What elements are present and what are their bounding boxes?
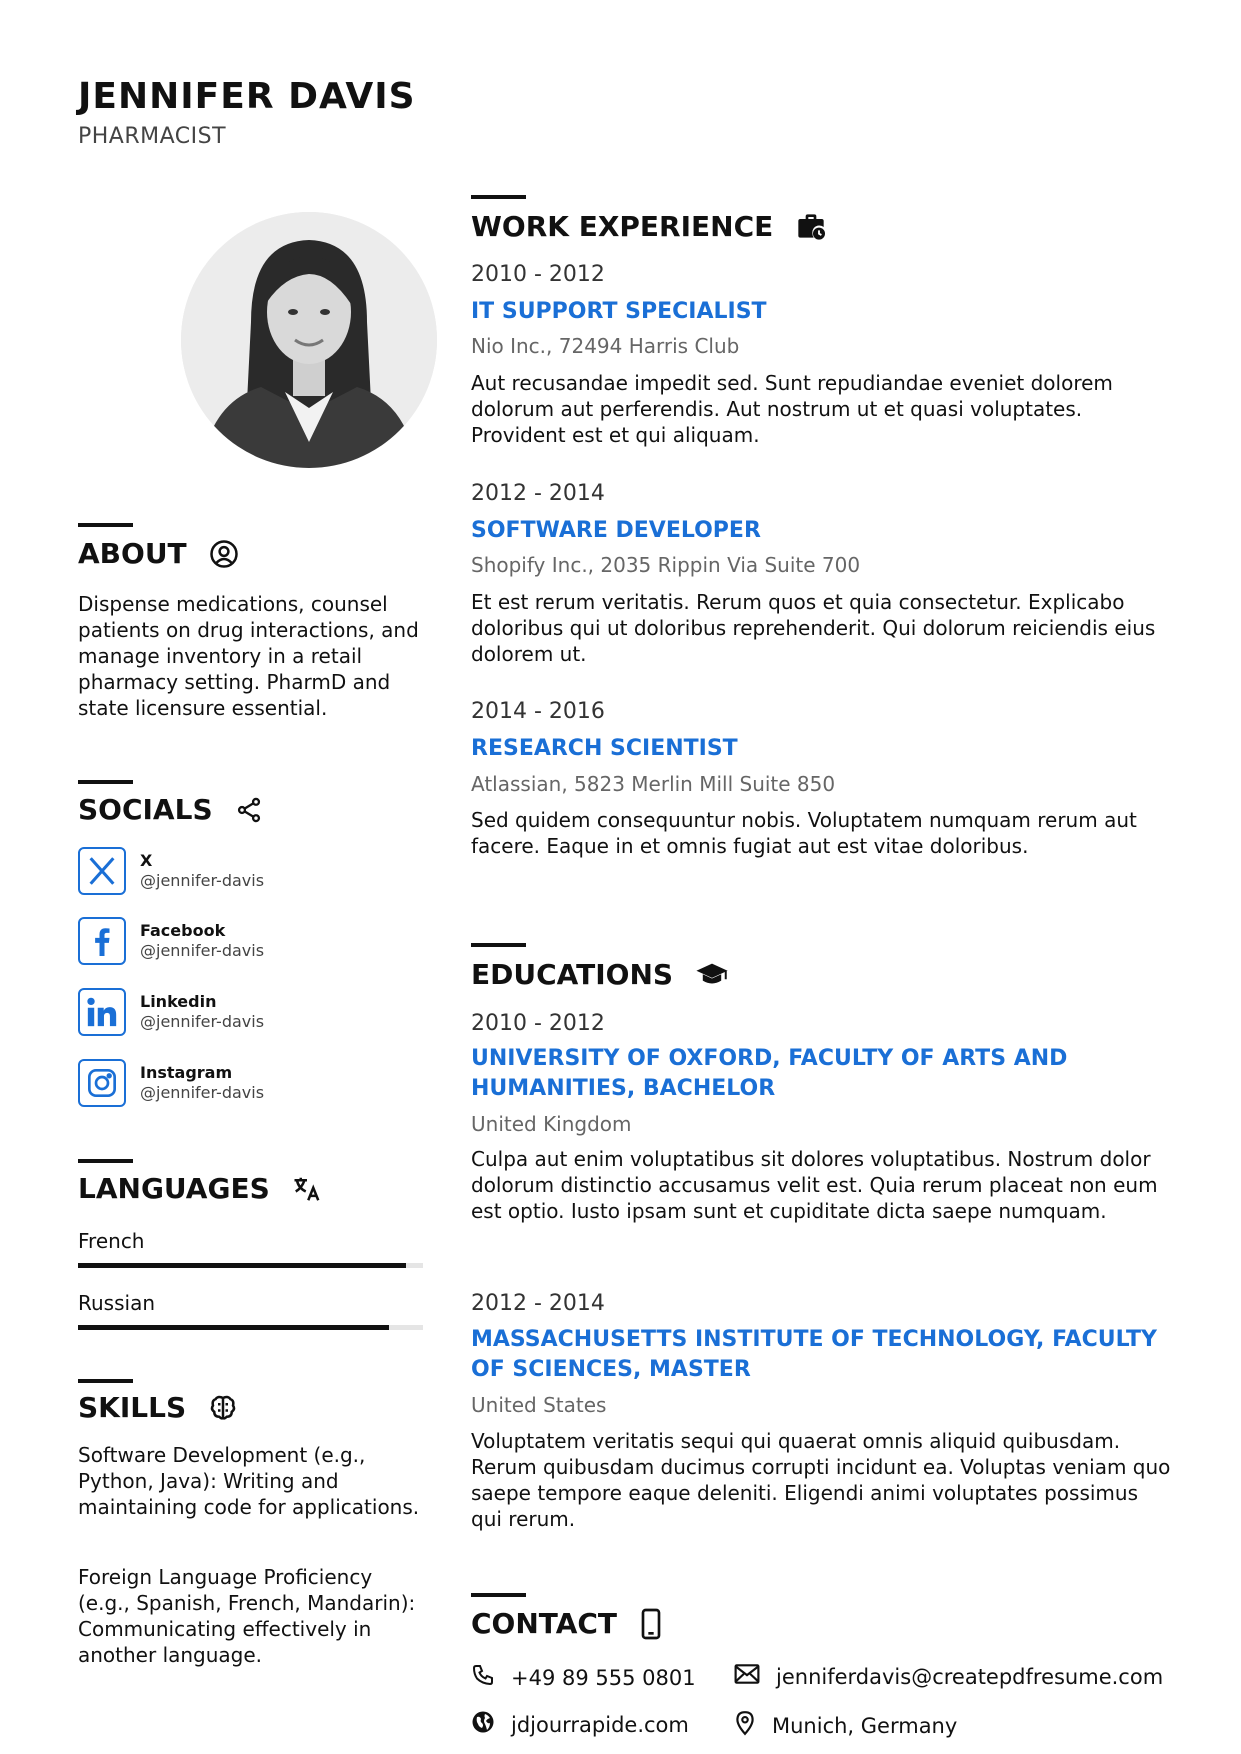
skill-item: Software Development (e.g., Python, Java): Writing and maintaining code for applications.	[78, 1443, 420, 1519]
contact-email-value[interactable]: jenniferdavis@createpdfresume.com	[776, 1664, 1164, 1689]
social-handle[interactable]: @jennifer-davis	[140, 1012, 265, 1031]
social-network: Facebook	[140, 921, 226, 940]
education-location: United Kingdom	[471, 1112, 632, 1136]
education-location: United States	[471, 1393, 607, 1417]
social-handle[interactable]: @jennifer-davis	[140, 1083, 265, 1102]
avatar	[181, 212, 437, 468]
facebook-logo-icon	[78, 917, 126, 965]
socials-heading	[78, 793, 263, 826]
work-description: Sed quidem consequuntur nobis. Voluptatem numquam rerum aut facere. Eaque in et omnis fugiat aut est vitae doloribus.	[471, 808, 1137, 858]
x-logo-icon	[78, 847, 126, 895]
language-name: French	[78, 1229, 145, 1253]
social-item-x[interactable]	[78, 846, 264, 896]
resume-role: PHARMACIST	[78, 124, 227, 149]
map-pin-icon	[734, 1710, 756, 1741]
globe-icon	[471, 1710, 495, 1739]
socials-title: SOCIALS	[78, 793, 213, 826]
work-divider	[471, 195, 526, 199]
work-job-title: IT SUPPORT SPECIALIST	[471, 299, 767, 324]
skills-title: SKILLS	[78, 1391, 187, 1424]
contact-title: CONTACT	[471, 1607, 618, 1640]
education-description: Voluptatem veritatis sequi qui quaerat omnis aliquid quibusdam. Rerum quibusdam ducimus corrupti incidunt ea. Voluptas veniam quo saepe tempore eaque deleniti. Eligendi animi voluptates possimus qui rerum.	[471, 1429, 1171, 1531]
share-icon	[235, 796, 263, 824]
social-network: Instagram	[140, 1063, 233, 1082]
linkedin-logo-icon	[78, 988, 126, 1036]
work-dates: 2010 - 2012	[471, 262, 605, 287]
contact-heading	[471, 1607, 663, 1640]
work-dates: 2014 - 2016	[471, 699, 605, 724]
instagram-logo-icon	[78, 1059, 126, 1107]
contact-divider	[471, 1593, 526, 1597]
contact-phone[interactable]	[471, 1663, 696, 1692]
social-network: X	[140, 851, 153, 870]
about-title: ABOUT	[78, 537, 187, 570]
resume-name: JENNIFER DAVIS	[78, 76, 416, 117]
contact-location	[734, 1710, 957, 1741]
work-job-title: RESEARCH SCIENTIST	[471, 736, 738, 761]
about-text: Dispense medications, counsel patients on drug interactions, and manage inventory in a retail pharmacy setting. PharmD and state licensure essential.	[78, 592, 419, 720]
languages-title: LANGUAGES	[78, 1172, 270, 1205]
graduation-cap-icon	[695, 960, 729, 990]
education-title: EDUCATIONS	[471, 958, 674, 991]
language-level-fill	[78, 1263, 406, 1268]
work-title: WORK EXPERIENCE	[471, 210, 774, 243]
education-divider	[471, 943, 526, 947]
work-description: Et est rerum veritatis. Rerum quos et quia consectetur. Explicabo doloribus qui ut doloribus reprehenderit. Qui dolorum reiciendis eius dolorem ut.	[471, 590, 1156, 666]
skills-heading	[78, 1391, 238, 1424]
education-degree: MASSACHUSETTS INSTITUTE OF TECHNOLOGY, FACULTY OF SCIENCES, MASTER	[471, 1327, 1157, 1382]
about-heading	[78, 537, 239, 570]
work-dates: 2012 - 2014	[471, 481, 605, 506]
socials-divider	[78, 780, 133, 784]
work-description: Aut recusandae impedit sed. Sunt repudiandae eveniet dolorem dolorum aut perferendis. Aut nostrum ut et quasi voluptates. Provident est et qui aliquam.	[471, 371, 1113, 447]
work-job-title: SOFTWARE DEVELOPER	[471, 518, 761, 543]
languages-divider	[78, 1159, 133, 1163]
education-degree: UNIVERSITY OF OXFORD, FACULTY OF ARTS AND HUMANITIES, BACHELOR	[471, 1046, 1068, 1101]
portrait-photo-icon	[181, 212, 437, 468]
language-level-bar	[78, 1263, 423, 1268]
education-dates: 2010 - 2012	[471, 1011, 605, 1036]
social-handle[interactable]: @jennifer-davis	[140, 871, 265, 890]
about-divider	[78, 523, 133, 527]
social-item-instagram[interactable]	[78, 1058, 264, 1108]
contact-website[interactable]	[471, 1710, 689, 1739]
social-handle[interactable]: @jennifer-davis	[140, 941, 265, 960]
language-level-fill	[78, 1325, 389, 1330]
social-network: Linkedin	[140, 992, 217, 1011]
language-level-bar	[78, 1325, 423, 1330]
phone-icon	[471, 1663, 495, 1692]
skill-item: Foreign Language Proficiency (e.g., Spanish, French, Mandarin): Communicating effectively in another language.	[78, 1565, 416, 1667]
social-item-linkedin[interactable]	[78, 987, 264, 1037]
work-company: Nio Inc., 72494 Harris Club	[471, 334, 740, 358]
skills-divider	[78, 1379, 133, 1383]
contact-location-value: Munich, Germany	[772, 1713, 958, 1738]
contact-website-value[interactable]: jdjourrapide.com	[511, 1712, 689, 1737]
education-heading	[471, 958, 729, 991]
brain-icon	[208, 1393, 238, 1423]
social-item-facebook[interactable]	[78, 916, 264, 966]
briefcase-clock-icon	[795, 211, 827, 243]
contact-email[interactable]	[734, 1663, 1163, 1690]
work-company: Shopify Inc., 2035 Rippin Via Suite 700	[471, 553, 861, 577]
languages-heading	[78, 1172, 322, 1205]
contact-phone-value[interactable]: +49 89 555 0801	[511, 1665, 696, 1690]
translate-icon	[292, 1174, 322, 1204]
mobile-phone-icon	[639, 1608, 663, 1640]
envelope-icon	[734, 1663, 760, 1690]
language-name: Russian	[78, 1291, 156, 1315]
work-company: Atlassian, 5823 Merlin Mill Suite 850	[471, 772, 836, 796]
user-circle-icon	[209, 539, 239, 569]
education-dates: 2012 - 2014	[471, 1291, 605, 1316]
work-heading	[471, 210, 827, 243]
education-description: Culpa aut enim voluptatibus sit dolores voluptatibus. Nostrum dolor dolorum distinctio accusamus velit est. Quia rerum placeat non eum est optio. Iusto ipsam sunt et cupiditate dicta saepe numquam.	[471, 1147, 1158, 1223]
